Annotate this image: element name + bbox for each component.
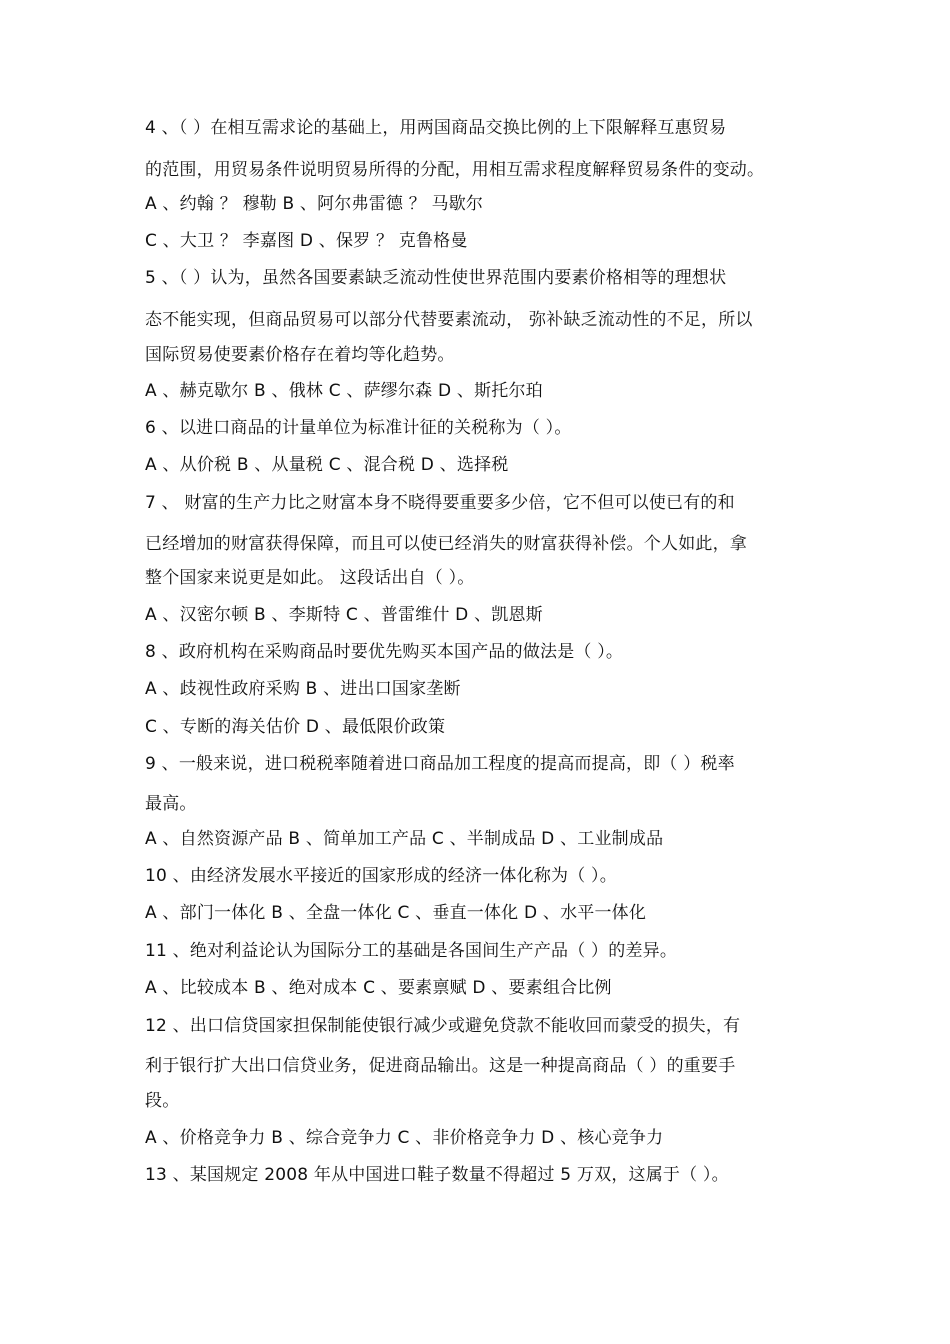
text-line: 段。 bbox=[145, 1091, 180, 1111]
text-line: A 、价格竞争力 B 、综合竞争力 C 、非价格竞争力 D 、核心竞争力 bbox=[145, 1128, 664, 1148]
text-line: 4 、（ ）在相互需求论的基础上，用两国商品交换比例的上下限解释互惠贸易 bbox=[145, 118, 727, 138]
text-line: A 、歧视性政府采购 B 、进出口国家垄断 bbox=[145, 679, 461, 699]
text-line: A 、汉密尔顿 B 、李斯特 C 、普雷维什 D 、凯恩斯 bbox=[145, 605, 543, 625]
text-line: 10 、由经济发展水平接近的国家形成的经济一体化称为（ ）。 bbox=[145, 866, 617, 886]
text-line: 的范围，用贸易条件说明贸易所得的分配，用相互需求程度解释贸易条件的变动。 bbox=[145, 160, 765, 180]
text-line: 利于银行扩大出口信贷业务，促进商品输出。这是一种提高商品（ ）的重要手 bbox=[145, 1056, 736, 1076]
text-line: C 、专断的海关估价 D 、最低限价政策 bbox=[145, 717, 446, 737]
text-line: A 、比较成本 B 、绝对成本 C 、要素禀赋 D 、要素组合比例 bbox=[145, 978, 612, 998]
text-line: 11 、绝对利益论认为国际分工的基础是各国间生产产品（ ）的差异。 bbox=[145, 941, 678, 961]
text-line: A 、赫克歇尔 B 、俄林 C 、萨缪尔森 D 、斯托尔珀 bbox=[145, 381, 543, 401]
text-line: 态不能实现，但商品贸易可以部分代替要素流动， 弥补缺乏流动性的不足，所以 bbox=[145, 310, 753, 330]
text-line: 12 、出口信贷国家担保制能使银行减少或避免贷款不能收回而蒙受的损失，有 bbox=[145, 1016, 741, 1036]
text-line: 国际贸易使要素价格存在着均等化趋势。 bbox=[145, 345, 455, 365]
text-line: 整个国家来说更是如此。 这段话出自（ ）。 bbox=[145, 568, 475, 588]
text-line: 已经增加的财富获得保障，而且可以使已经消失的财富获得补偿。个人如此，拿 bbox=[145, 534, 747, 554]
text-line: A 、从价税 B 、从量税 C 、混合税 D 、选择税 bbox=[145, 455, 509, 475]
text-line: A 、约翰 ？ 穆勒 B 、阿尔弗雷德 ？ 马歇尔 bbox=[145, 194, 484, 214]
text-line: C 、大卫 ？ 李嘉图 D 、保罗 ？ 克鲁格曼 bbox=[145, 231, 468, 251]
text-line: 9 、一般来说，进口税税率随着进口商品加工程度的提高而提高，即（ ）税率 bbox=[145, 754, 735, 774]
text-line: A 、自然资源产品 B 、简单加工产品 C 、半制成品 D 、工业制成品 bbox=[145, 829, 664, 849]
text-line: 最高。 bbox=[145, 794, 197, 814]
text-line: 7 、 财富的生产力比之财富本身不晓得要重要多少倍，它不但可以使已有的和 bbox=[145, 493, 735, 513]
text-line: 13 、某国规定 2008 年从中国进口鞋子数量不得超过 5 万双，这属于（ ）。 bbox=[145, 1165, 729, 1185]
text-line: 6 、以进口商品的计量单位为标准计征的关税称为（ ）。 bbox=[145, 418, 572, 438]
text-line: 8 、政府机构在采购商品时要优先购买本国产品的做法是（ ）。 bbox=[145, 642, 624, 662]
text-line: A 、部门一体化 B 、全盘一体化 C 、垂直一体化 D 、水平一体化 bbox=[145, 903, 647, 923]
text-line: 5 、（ ）认为，虽然各国要素缺乏流动性使世界范围内要素价格相等的理想状 bbox=[145, 268, 727, 288]
